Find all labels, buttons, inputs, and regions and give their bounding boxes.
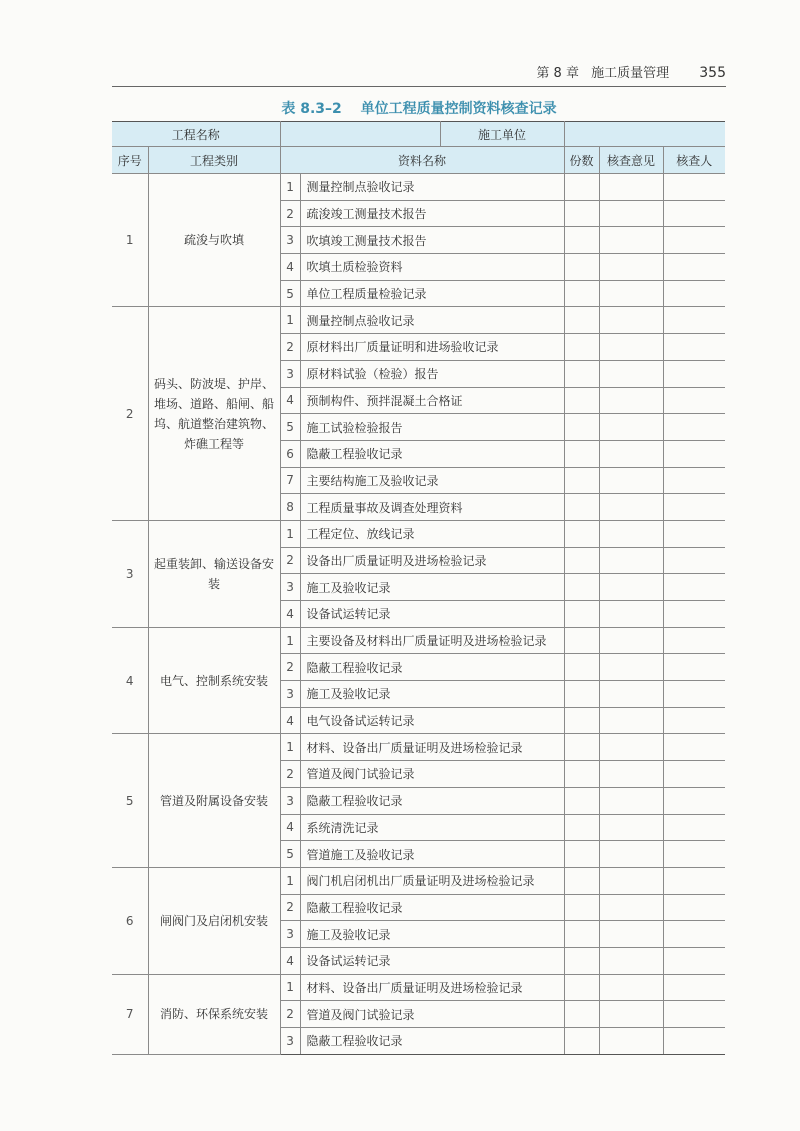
opinion-cell[interactable] (599, 174, 663, 201)
copies-cell[interactable] (564, 467, 599, 494)
project-name-value[interactable] (280, 122, 440, 147)
copies-cell[interactable] (564, 1028, 599, 1055)
col-header-opinion: 核查意见 (599, 147, 663, 174)
opinion-cell[interactable] (599, 360, 663, 387)
group-number: 3 (112, 520, 148, 627)
copies-cell[interactable] (564, 734, 599, 761)
opinion-cell[interactable] (599, 974, 663, 1001)
item-document-name: 施工及验收记录 (300, 681, 564, 708)
inspector-cell[interactable] (663, 387, 725, 414)
copies-cell[interactable] (564, 681, 599, 708)
opinion-cell[interactable] (599, 654, 663, 681)
item-document-name: 管道施工及验收记录 (300, 841, 564, 868)
copies-cell[interactable] (564, 787, 599, 814)
copies-cell[interactable] (564, 974, 599, 1001)
opinion-cell[interactable] (599, 894, 663, 921)
copies-cell[interactable] (564, 921, 599, 948)
item-document-name: 设备试运转记录 (300, 947, 564, 974)
copies-cell[interactable] (564, 761, 599, 788)
inspector-cell[interactable] (663, 334, 725, 361)
inspector-cell[interactable] (663, 707, 725, 734)
col-header-no: 序号 (112, 147, 148, 174)
item-document-name: 原材料出厂质量证明和进场验收记录 (300, 334, 564, 361)
copies-cell[interactable] (564, 841, 599, 868)
opinion-cell[interactable] (599, 601, 663, 628)
table-row (112, 174, 725, 201)
copies-cell[interactable] (564, 814, 599, 841)
inspector-cell[interactable] (663, 627, 725, 654)
col-header-document: 资料名称 (280, 147, 564, 174)
item-document-name: 主要设备及材料出厂质量证明及进场检验记录 (300, 627, 564, 654)
table-row (112, 974, 725, 1001)
item-index: 1 (280, 974, 300, 1001)
opinion-cell[interactable] (599, 467, 663, 494)
inspector-cell[interactable] (663, 894, 725, 921)
item-index: 4 (280, 254, 300, 281)
item-index: 1 (280, 734, 300, 761)
copies-cell[interactable] (564, 520, 599, 547)
item-index: 3 (280, 787, 300, 814)
item-document-name: 材料、设备出厂质量证明及进场检验记录 (300, 974, 564, 1001)
group-number: 1 (112, 174, 148, 307)
inspector-cell[interactable] (663, 787, 725, 814)
table-row (112, 734, 725, 761)
item-index: 3 (280, 227, 300, 254)
table-title-text: 单位工程质量控制资料核查记录 (360, 101, 557, 117)
opinion-cell[interactable] (599, 787, 663, 814)
page-header (0, 62, 726, 81)
inspector-cell[interactable] (663, 227, 725, 254)
copies-cell[interactable] (564, 387, 599, 414)
item-document-name: 隐蔽工程验收记录 (300, 1028, 564, 1055)
copies-cell[interactable] (564, 627, 599, 654)
item-index: 1 (280, 627, 300, 654)
inspector-cell[interactable] (663, 574, 725, 601)
item-index: 1 (280, 307, 300, 334)
copies-cell[interactable] (564, 574, 599, 601)
copies-cell[interactable] (564, 547, 599, 574)
item-index: 5 (280, 414, 300, 441)
inspector-cell[interactable] (663, 1028, 725, 1055)
item-index: 2 (280, 1001, 300, 1028)
header-rule (112, 86, 726, 87)
item-index: 4 (280, 814, 300, 841)
group-number: 5 (112, 734, 148, 867)
inspector-cell[interactable] (663, 921, 725, 948)
item-index: 2 (280, 200, 300, 227)
item-document-name: 原材料试验（检验）报告 (300, 360, 564, 387)
item-document-name: 管道及阀门试验记录 (300, 761, 564, 788)
item-index: 3 (280, 574, 300, 601)
group-number: 6 (112, 867, 148, 974)
item-document-name: 隐蔽工程验收记录 (300, 440, 564, 467)
group-number: 2 (112, 307, 148, 521)
opinion-cell[interactable] (599, 547, 663, 574)
inspector-cell[interactable] (663, 654, 725, 681)
opinion-cell[interactable] (599, 814, 663, 841)
item-index: 5 (280, 841, 300, 868)
inspector-cell[interactable] (663, 734, 725, 761)
copies-cell[interactable] (564, 654, 599, 681)
header-row-columns (112, 147, 725, 174)
table-row (112, 867, 725, 894)
copies-cell[interactable] (564, 307, 599, 334)
copies-cell[interactable] (564, 867, 599, 894)
group-category: 闸阀门及启闭机安装 (148, 867, 280, 974)
item-index: 4 (280, 707, 300, 734)
copies-cell[interactable] (564, 494, 599, 521)
inspector-cell[interactable] (663, 761, 725, 788)
header-row-project (112, 122, 725, 147)
table-row (112, 627, 725, 654)
copies-cell[interactable] (564, 334, 599, 361)
opinion-cell[interactable] (599, 921, 663, 948)
opinion-cell[interactable] (599, 227, 663, 254)
copies-cell[interactable] (564, 894, 599, 921)
inspector-cell[interactable] (663, 307, 725, 334)
item-index: 4 (280, 387, 300, 414)
opinion-cell[interactable] (599, 440, 663, 467)
item-index: 2 (280, 547, 300, 574)
item-index: 1 (280, 867, 300, 894)
item-document-name: 施工试验检验报告 (300, 414, 564, 441)
item-document-name: 单位工程质量检验记录 (300, 280, 564, 307)
opinion-cell[interactable] (599, 387, 663, 414)
copies-cell[interactable] (564, 174, 599, 201)
item-index: 2 (280, 334, 300, 361)
item-document-name: 设备出厂质量证明及进场检验记录 (300, 547, 564, 574)
group-category: 电气、控制系统安装 (148, 627, 280, 734)
copies-cell[interactable] (564, 1001, 599, 1028)
inspector-cell[interactable] (663, 974, 725, 1001)
group-category: 码头、防波堤、护岸、堆场、道路、船闸、船坞、航道整治建筑物、炸礁工程等 (148, 307, 280, 521)
copies-cell[interactable] (564, 360, 599, 387)
chapter-label: 第 8 章 (536, 66, 579, 81)
inspector-cell[interactable] (663, 841, 725, 868)
item-index: 3 (280, 681, 300, 708)
inspector-cell[interactable] (663, 520, 725, 547)
item-document-name: 管道及阀门试验记录 (300, 1001, 564, 1028)
opinion-cell[interactable] (599, 681, 663, 708)
opinion-cell[interactable] (599, 494, 663, 521)
table-row (112, 307, 725, 334)
opinion-cell[interactable] (599, 947, 663, 974)
item-document-name: 设备试运转记录 (300, 601, 564, 628)
item-index: 5 (280, 280, 300, 307)
item-index: 4 (280, 947, 300, 974)
item-index: 3 (280, 1028, 300, 1055)
opinion-cell[interactable] (599, 280, 663, 307)
inspector-cell[interactable] (663, 814, 725, 841)
item-document-name: 疏浚竣工测量技术报告 (300, 200, 564, 227)
item-document-name: 测量控制点验收记录 (300, 307, 564, 334)
item-document-name: 施工及验收记录 (300, 921, 564, 948)
item-document-name: 隐蔽工程验收记录 (300, 894, 564, 921)
inspector-cell[interactable] (663, 494, 725, 521)
item-index: 7 (280, 467, 300, 494)
opinion-cell[interactable] (599, 734, 663, 761)
item-document-name: 预制构件、预拌混凝土合格证 (300, 387, 564, 414)
inspector-cell[interactable] (663, 1001, 725, 1028)
inspector-cell[interactable] (663, 254, 725, 281)
item-document-name: 工程定位、放线记录 (300, 520, 564, 547)
item-index: 1 (280, 174, 300, 201)
item-index: 1 (280, 520, 300, 547)
group-category: 消防、环保系统安装 (148, 974, 280, 1054)
inspector-cell[interactable] (663, 867, 725, 894)
opinion-cell[interactable] (599, 414, 663, 441)
opinion-cell[interactable] (599, 841, 663, 868)
inspector-cell[interactable] (663, 601, 725, 628)
opinion-cell[interactable] (599, 1028, 663, 1055)
table-row (112, 520, 725, 547)
copies-cell[interactable] (564, 707, 599, 734)
copies-cell[interactable] (564, 947, 599, 974)
group-number: 7 (112, 974, 148, 1054)
copies-cell[interactable] (564, 200, 599, 227)
item-document-name: 工程质量事故及调查处理资料 (300, 494, 564, 521)
construction-unit-value[interactable] (564, 122, 725, 147)
project-name-label: 工程名称 (112, 122, 280, 147)
item-document-name: 隐蔽工程验收记录 (300, 787, 564, 814)
opinion-cell[interactable] (599, 867, 663, 894)
item-index: 2 (280, 761, 300, 788)
item-index: 3 (280, 360, 300, 387)
item-index: 2 (280, 654, 300, 681)
group-category: 疏浚与吹填 (148, 174, 280, 307)
opinion-cell[interactable] (599, 1001, 663, 1028)
inspector-cell[interactable] (663, 414, 725, 441)
inspector-cell[interactable] (663, 467, 725, 494)
item-document-name: 材料、设备出厂质量证明及进场检验记录 (300, 734, 564, 761)
table-title (112, 98, 726, 118)
section-label: 施工质量管理 (591, 66, 670, 81)
opinion-cell[interactable] (599, 254, 663, 281)
item-document-name: 吹填土质检验资料 (300, 254, 564, 281)
opinion-cell[interactable] (599, 200, 663, 227)
construction-unit-label: 施工单位 (440, 122, 564, 147)
page-number: 355 (699, 65, 726, 81)
table-number: 表 8.3–2 (281, 101, 342, 117)
item-index: 8 (280, 494, 300, 521)
item-document-name: 施工及验收记录 (300, 574, 564, 601)
item-document-name: 电气设备试运转记录 (300, 707, 564, 734)
col-header-inspector: 核查人 (663, 147, 725, 174)
item-document-name: 阀门机启闭机出厂质量证明及进场检验记录 (300, 867, 564, 894)
inspection-table (112, 121, 725, 1055)
opinion-cell[interactable] (599, 520, 663, 547)
opinion-cell[interactable] (599, 334, 663, 361)
inspector-cell[interactable] (663, 360, 725, 387)
item-document-name: 测量控制点验收记录 (300, 174, 564, 201)
opinion-cell[interactable] (599, 307, 663, 334)
copies-cell[interactable] (564, 254, 599, 281)
opinion-cell[interactable] (599, 574, 663, 601)
copies-cell[interactable] (564, 601, 599, 628)
col-header-category: 工程类别 (148, 147, 280, 174)
item-index: 2 (280, 894, 300, 921)
copies-cell[interactable] (564, 227, 599, 254)
inspector-cell[interactable] (663, 280, 725, 307)
inspector-cell[interactable] (663, 174, 725, 201)
opinion-cell[interactable] (599, 761, 663, 788)
opinion-cell[interactable] (599, 707, 663, 734)
copies-cell[interactable] (564, 280, 599, 307)
item-document-name: 系统清洗记录 (300, 814, 564, 841)
group-number: 4 (112, 627, 148, 734)
item-index: 3 (280, 921, 300, 948)
item-index: 4 (280, 601, 300, 628)
inspector-cell[interactable] (663, 200, 725, 227)
copies-cell[interactable] (564, 414, 599, 441)
item-index: 6 (280, 440, 300, 467)
inspector-cell[interactable] (663, 547, 725, 574)
group-category: 起重装卸、输送设备安装 (148, 520, 280, 627)
item-document-name: 隐蔽工程验收记录 (300, 654, 564, 681)
opinion-cell[interactable] (599, 627, 663, 654)
copies-cell[interactable] (564, 440, 599, 467)
item-document-name: 吹填竣工测量技术报告 (300, 227, 564, 254)
inspector-cell[interactable] (663, 947, 725, 974)
item-document-name: 主要结构施工及验收记录 (300, 467, 564, 494)
inspector-cell[interactable] (663, 440, 725, 467)
group-category: 管道及附属设备安装 (148, 734, 280, 867)
col-header-copies: 份数 (564, 147, 599, 174)
inspector-cell[interactable] (663, 681, 725, 708)
